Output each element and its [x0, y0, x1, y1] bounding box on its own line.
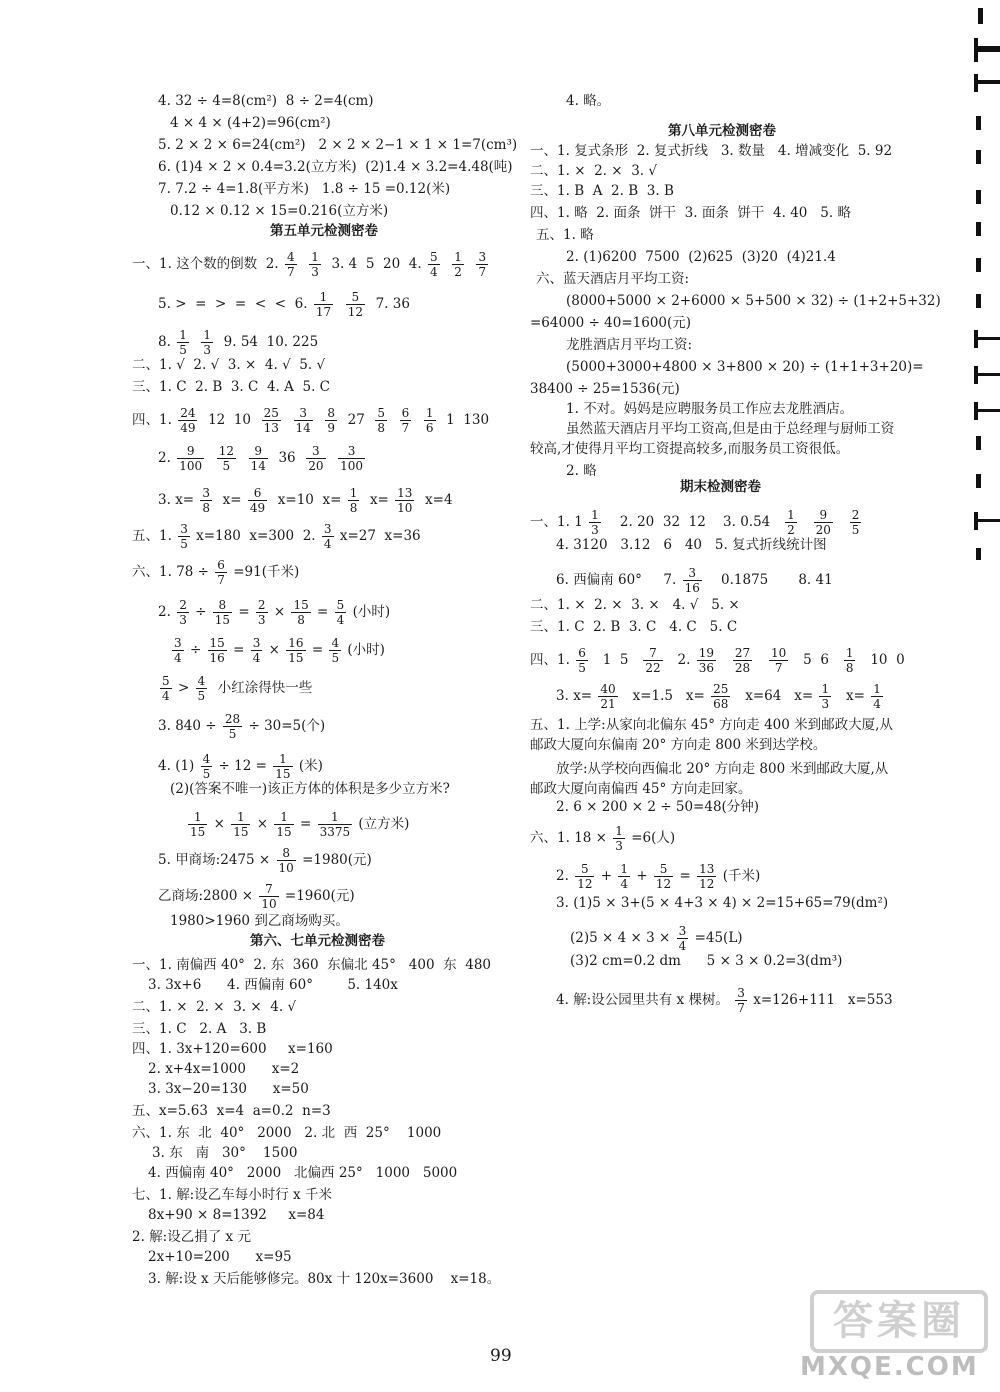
answer-line: 三、1. C 2. A 3. B: [132, 1021, 267, 1037]
fraction: $\frac{40}{21}$: [600, 682, 616, 711]
fraction: $\frac{1}{3}$: [821, 682, 830, 711]
fraction: $\frac{7}{22}$: [645, 646, 661, 675]
section-heading: 期末检测密卷: [680, 479, 761, 495]
answer-line: 5. > = > = < < 6. $\frac{1}{17}$ $\frac{5}{12}$ 7. 36: [158, 290, 410, 319]
answer-line: 邮政大厦向南偏西 45° 方向走回家。: [530, 781, 752, 797]
answer-line: 六、蓝天酒店月平均工资:: [536, 271, 690, 287]
fraction: $\frac{1}{15}$: [276, 810, 292, 839]
edge-mark: [976, 548, 981, 560]
fraction: $\frac{15}{16}$: [209, 636, 225, 665]
fraction: $\frac{1}{8}$: [349, 486, 358, 515]
fraction: $\frac{5}{4}$: [336, 598, 345, 627]
fraction: $\frac{1}{3}$: [615, 824, 623, 853]
fraction: $\frac{6}{7}$: [401, 406, 410, 435]
fraction: $\frac{1}{8}$: [845, 646, 854, 675]
answer-line: 2. $\frac{5}{12}$ + $\frac{1}{4}$ + $\frac{5}{12}$ = $\frac{13}{12}$ (千米): [556, 862, 761, 891]
fraction: $\frac{1}{4}$: [620, 862, 629, 891]
answer-line: 5. 2 × 2 × 6=24(cm²) 2 × 2 × 2−1 × 1 × 1=7(cm³): [158, 137, 518, 153]
answer-line: 三、1. B A 2. B 3. B: [530, 183, 674, 199]
fraction: $\frac{1}{3375}$: [319, 810, 351, 839]
answer-line: 四、1. 3x+120=600 x=160: [132, 1041, 333, 1057]
answer-line: 一、1. 南偏西 40° 2. 东 360 东偏北 45° 400 东 480: [132, 957, 492, 973]
fraction: $\frac{6}{7}$: [217, 558, 225, 587]
fraction: $\frac{2}{3}$: [179, 598, 187, 627]
answer-line: 1. 不对。妈妈是应聘服务员工作应去龙胜酒店。: [566, 401, 854, 417]
answer-line: 六、1. 78 ÷ $\frac{6}{7}$ =91(千米): [132, 558, 300, 587]
fraction: $\frac{3}{7}$: [478, 250, 487, 279]
fraction: $\frac{6}{49}$: [249, 486, 266, 515]
answer-line: 放学:从学校向西偏北 20° 方向走 800 米到邮政大厦,从: [556, 761, 889, 777]
answer-line: 2x+10=200 x=95: [148, 1249, 292, 1265]
answer-line: 5. 甲商场:2475 × $\frac{8}{10}$ =1980(元): [158, 846, 372, 875]
fraction: $\frac{3}{4}$: [252, 636, 261, 665]
fraction: $\frac{2}{3}$: [257, 598, 266, 627]
fraction: $\frac{2}{5}$: [851, 508, 860, 537]
edge-mark: [974, 337, 1000, 340]
fraction: $\frac{8}{9}$: [327, 406, 336, 435]
edge-mark: [974, 373, 1000, 376]
watermark: [790, 1290, 990, 1385]
section-heading: 第八单元检测密卷: [668, 123, 776, 139]
fraction: $\frac{3}{8}$: [202, 486, 211, 515]
answer-line: 七、1. 解:设乙车每小时行 x 千米: [132, 1187, 332, 1203]
section-heading: 第五单元检测密卷: [270, 223, 378, 239]
answer-line: 三、1. C 2. B 3. C 4. A 5. C: [132, 379, 331, 395]
answer-line: 四、1. 略 2. 面条 饼干 3. 面条 饼干 4. 40 5. 略: [530, 205, 851, 221]
fraction: $\frac{5}{8}$: [377, 406, 386, 435]
answer-line: (8000+5000 × 2+6000 × 5+500 × 32) ÷ (1+2+5+32): [566, 293, 941, 309]
answer-line: (2)(答案不唯一)该正方体的体积是多少立方米?: [170, 781, 450, 797]
fraction: $\frac{6}{5}$: [578, 646, 586, 675]
fraction: $\frac{5}{4}$: [162, 674, 170, 703]
fraction: $\frac{4}{5}$: [331, 636, 340, 665]
fraction: $\frac{1}{3}$: [203, 328, 212, 357]
answer-line: 1980>1960 到乙商场购买。: [170, 913, 349, 929]
answer-line: 4. 解:设公园里共有 x 棵树。 $\frac{3}{7}$ x=126+111 x=553: [556, 986, 893, 1015]
answer-line: 4 × 4 × (4+2)=96(cm²): [170, 115, 331, 131]
answer-line: 4. 略。: [566, 93, 611, 109]
answer-line: 7. 7.2 ÷ 4=1.8(平方米) 1.8 ÷ 15 =0.12(米): [158, 181, 451, 197]
fraction: $\frac{3}{20}$: [308, 444, 324, 473]
fraction: $\frac{1}{15}$: [233, 810, 249, 839]
answer-line: 4. 3120 3.12 6 40 5. 复式折线统计图: [556, 537, 827, 553]
fraction: $\frac{16}{15}$: [288, 636, 304, 665]
edge-mark: [976, 294, 981, 308]
fraction: $\frac{3}{5}$: [180, 522, 188, 551]
fraction: $\frac{3}{4}$: [323, 522, 332, 551]
fraction: $\frac{3}{100}$: [340, 444, 363, 473]
edge-mark: [978, 8, 983, 24]
answer-line: 6. 西偏南 60° 7. $\frac{3}{16}$ 0.1875 8. 41: [556, 566, 833, 595]
fraction: $\frac{4}{5}$: [202, 752, 211, 781]
fraction: $\frac{1}{17}$: [315, 290, 332, 319]
fraction: $\frac{4}{7}$: [286, 250, 295, 279]
answer-line: 3. 3x−20=130 x=50: [148, 1081, 309, 1097]
answer-line: 2. 6 × 200 × 2 ÷ 50=48(分钟): [556, 799, 760, 815]
answer-line: 6. (1)4 × 2 × 0.4=3.2(立方米) (2)1.4 × 3.2=4.48(吨): [158, 159, 513, 175]
answer-line: 六、1. 18 × $\frac{1}{3}$ =6(人): [530, 824, 676, 853]
fraction: $\frac{9}{100}$: [179, 444, 203, 473]
answer-line: 二、1. √ 2. √ 3. × 4. √ 5. √: [132, 357, 326, 373]
answer-line: 五、1. $\frac{3}{5}$ x=180 x=300 2. $\frac{3}{4}$ x=27 x=36: [132, 522, 421, 551]
fraction: $\frac{10}{7}$: [771, 646, 787, 675]
answer-line: 2. 略: [566, 463, 597, 479]
answer-line: (3)2 cm=0.2 dm 5 × 3 × 0.2=3(dm³): [570, 953, 843, 969]
answer-line: 3. x= $\frac{3}{8}$ x= $\frac{6}{49}$ x=10 x= $\frac{1}{8}$ x= $\frac{13}{10}$ x=4: [158, 486, 453, 515]
edge-mark: [974, 80, 1000, 84]
answer-line: (5000+3000+4800 × 3+800 × 20) ÷ (1+1+3+20)=: [566, 359, 924, 375]
watermark-url: MXQE.COM: [800, 1352, 979, 1382]
answer-line: 五、x=5.63 x=4 a=0.2 n=3: [132, 1103, 331, 1119]
answer-line: 3. 东 南 30° 1500: [152, 1145, 298, 1161]
answer-line: 3. 解:设 x 天后能够修完。80x 十 120x=3600 x=18。: [148, 1271, 501, 1287]
answer-line: 较高,才使得月平均工资提高较多,而服务员工资很低。: [530, 441, 850, 457]
answer-line: 38400 ÷ 25=1536(元): [530, 381, 680, 397]
answer-line: 2. $\frac{9}{100}$ $\frac{12}{5}$ $\frac{9}{14}$ 36 $\frac{3}{20}$ $\frac{3}{100}$: [158, 444, 363, 473]
fraction: $\frac{12}{5}$: [218, 444, 234, 473]
fraction: $\frac{3}{7}$: [737, 986, 745, 1015]
answer-line: 3. 840 ÷ $\frac{28}{5}$ ÷ 30=5(个): [158, 712, 326, 741]
answer-line: 4. (1) $\frac{4}{5}$ ÷ 12 = $\frac{1}{15}$ (米): [158, 752, 323, 781]
fraction: $\frac{3}{16}$: [684, 566, 700, 595]
fraction: $\frac{1}{15}$: [275, 752, 291, 781]
fraction: $\frac{25}{68}$: [713, 682, 729, 711]
answer-line: 三、1. C 2. B 3. C 4. C 5. C: [530, 619, 738, 635]
edge-mark: [976, 150, 981, 164]
answer-line: 邮政大厦向东偏南 20° 方向走 800 米到达学校。: [530, 737, 827, 753]
fraction: $\frac{13}{12}$: [699, 862, 715, 891]
fraction: $\frac{7}{10}$: [261, 882, 277, 911]
fraction: $\frac{1}{3}$: [591, 508, 599, 537]
fraction: $\frac{9}{20}$: [815, 508, 831, 537]
fraction: $\frac{1}{3}$: [311, 250, 319, 279]
fraction: $\frac{5}{12}$: [577, 862, 593, 891]
answer-line: 8. $\frac{1}{5}$ $\frac{1}{3}$ 9. 54 10. 225: [158, 328, 319, 357]
fraction: $\frac{8}{15}$: [214, 598, 231, 627]
fraction: $\frac{27}{28}$: [734, 646, 751, 675]
answer-line: 4. 西偏南 40° 2000 北偏西 25° 1000 5000: [148, 1165, 458, 1181]
answer-line: 乙商场:2800 × $\frac{7}{10}$ =1960(元): [158, 882, 355, 911]
edge-mark: [974, 46, 1000, 52]
edge-marks: [960, 0, 1000, 560]
edge-mark: [976, 474, 981, 488]
answer-line: 3. (1)5 × 3+(5 × 4+3 × 4) × 2=15+65=79(dm²): [556, 895, 889, 911]
answer-line: 二、1. × 2. × 3. √: [530, 163, 657, 179]
answer-line: 六、1. 东 北 40° 2000 2. 北 西 25° 1000: [132, 1125, 442, 1141]
fraction: $\frac{1}{2}$: [787, 508, 795, 537]
edge-mark: [976, 116, 981, 130]
answer-line: 四、1. $\frac{6}{5}$ 1 5 $\frac{7}{22}$ 2. $\frac{19}{36}$ $\frac{27}{28}$ $\frac{10}{7}$ 5 6 $\frac{1}{8}$ 10 0: [530, 646, 905, 675]
answer-line: 2. x+4x=1000 x=2: [148, 1061, 300, 1077]
answer-line: (2)5 × 4 × 3 × $\frac{3}{4}$ =45(L): [570, 924, 743, 953]
answer-line: 龙胜酒店月平均工资:: [566, 337, 693, 353]
edge-mark: [976, 190, 981, 204]
edge-mark: [976, 436, 981, 450]
fraction: $\frac{1}{15}$: [190, 810, 206, 839]
answer-line: 2. 解:设乙捐了 x 元: [132, 1229, 251, 1245]
section-heading: 第六、七单元检测密卷: [250, 933, 385, 949]
fraction: $\frac{1}{4}$: [873, 682, 881, 711]
answer-line: $\frac{5}{4}$ > $\frac{4}{5}$ 小红涂得快一些: [162, 674, 313, 703]
answer-line: 8x+90 × 8=1392 x=84: [148, 1207, 325, 1223]
fraction: $\frac{3}{14}$: [295, 406, 311, 435]
edge-mark: [974, 409, 1000, 412]
edge-mark: [976, 258, 981, 272]
fraction: $\frac{4}{5}$: [197, 674, 206, 703]
fraction: $\frac{1}{5}$: [179, 328, 187, 357]
answer-line: $\frac{1}{15}$ × $\frac{1}{15}$ × $\frac{1}{15}$ = $\frac{1}{3375}$ (立方米): [190, 810, 410, 839]
answer-line: 二、1. × 2. × 3. × 4. √: [132, 999, 297, 1015]
fraction: $\frac{1}{6}$: [425, 406, 434, 435]
answer-line: 五、1. 略: [536, 227, 594, 243]
fraction: $\frac{25}{13}$: [263, 406, 279, 435]
fraction: $\frac{5}{12}$: [347, 290, 363, 319]
answer-line: 四、1. $\frac{24}{49}$ 12 10 $\frac{25}{13}$ $\frac{3}{14}$ $\frac{8}{9}$ 27 $\frac{5}{8}$ $\frac{6}{7}$ $\frac{1}{6}$ 1 130: [132, 406, 490, 435]
answer-line: 0.12 × 0.12 × 15=0.216(立方米): [170, 203, 389, 219]
answer-line: 一、1. 1 $\frac{1}{3}$ 2. 20 32 12 3. 0.54 $\frac{1}{2}$ $\frac{9}{20}$ $\frac{2}{5}$: [530, 508, 860, 537]
answer-line: =64000 ÷ 40=1600(元): [530, 315, 692, 331]
answer-line: 2. (1)6200 7500 (2)625 (3)20 (4)21.4: [566, 249, 836, 265]
fraction: $\frac{24}{49}$: [180, 406, 196, 435]
fraction: $\frac{19}{36}$: [698, 646, 714, 675]
answer-line: 二、1. × 2. × 3. × 4. √ 5. ×: [530, 597, 740, 613]
fraction: $\frac{3}{4}$: [174, 636, 182, 665]
fraction: $\frac{5}{12}$: [655, 862, 672, 891]
answer-line: 一、1. 这个数的倒数 2. $\frac{4}{7}$ $\frac{1}{3}$ 3. 4 5 20 4. $\frac{5}{4}$ $\frac{1}{2}$ $\frac{3}{7}$: [132, 250, 487, 279]
answer-line: 一、1. 复式条形 2. 复式折线 3. 数量 4. 增减变化 5. 92: [530, 143, 893, 159]
fraction: $\frac{13}{10}$: [397, 486, 413, 515]
answer-line: 3. x= $\frac{40}{21}$ x=1.5 x= $\frac{25}{68}$ x=64 x= $\frac{1}{3}$ x= $\frac{1}{4}$: [556, 682, 881, 711]
answer-line: 五、1. 上学:从家向北偏东 45° 方向走 400 米到邮政大厦,从: [530, 717, 893, 733]
fraction: $\frac{5}{4}$: [429, 250, 438, 279]
edge-mark: [974, 519, 1000, 522]
fraction: $\frac{8}{10}$: [278, 846, 294, 875]
page-number: 99: [490, 1346, 512, 1366]
answer-line: 3. 3x+6 4. 西偏南 60° 5. 140x: [148, 977, 398, 993]
answer-line: 4. 32 ÷ 4=8(cm²) 8 ÷ 2=4(cm): [158, 93, 374, 109]
answer-line: $\frac{3}{4}$ ÷ $\frac{15}{16}$ = $\frac{3}{4}$ × $\frac{16}{15}$ = $\frac{4}{5}$ (小时): [174, 636, 385, 665]
edge-mark: [976, 222, 981, 236]
answer-line: 2. $\frac{2}{3}$ ÷ $\frac{8}{15}$ = $\frac{2}{3}$ × $\frac{15}{8}$ = $\frac{5}{4}$ (小时): [158, 598, 391, 627]
fraction: $\frac{9}{14}$: [250, 444, 266, 473]
answer-line: 虽然蓝天酒店月平均工资高,但是由于总经理与厨师工资: [566, 421, 895, 437]
fraction: $\frac{3}{4}$: [678, 924, 687, 953]
watermark-logo: 答案圈: [810, 1290, 988, 1353]
fraction: $\frac{15}{8}$: [293, 598, 309, 627]
fraction: $\frac{1}{2}$: [454, 250, 462, 279]
fraction: $\frac{28}{5}$: [224, 712, 241, 741]
